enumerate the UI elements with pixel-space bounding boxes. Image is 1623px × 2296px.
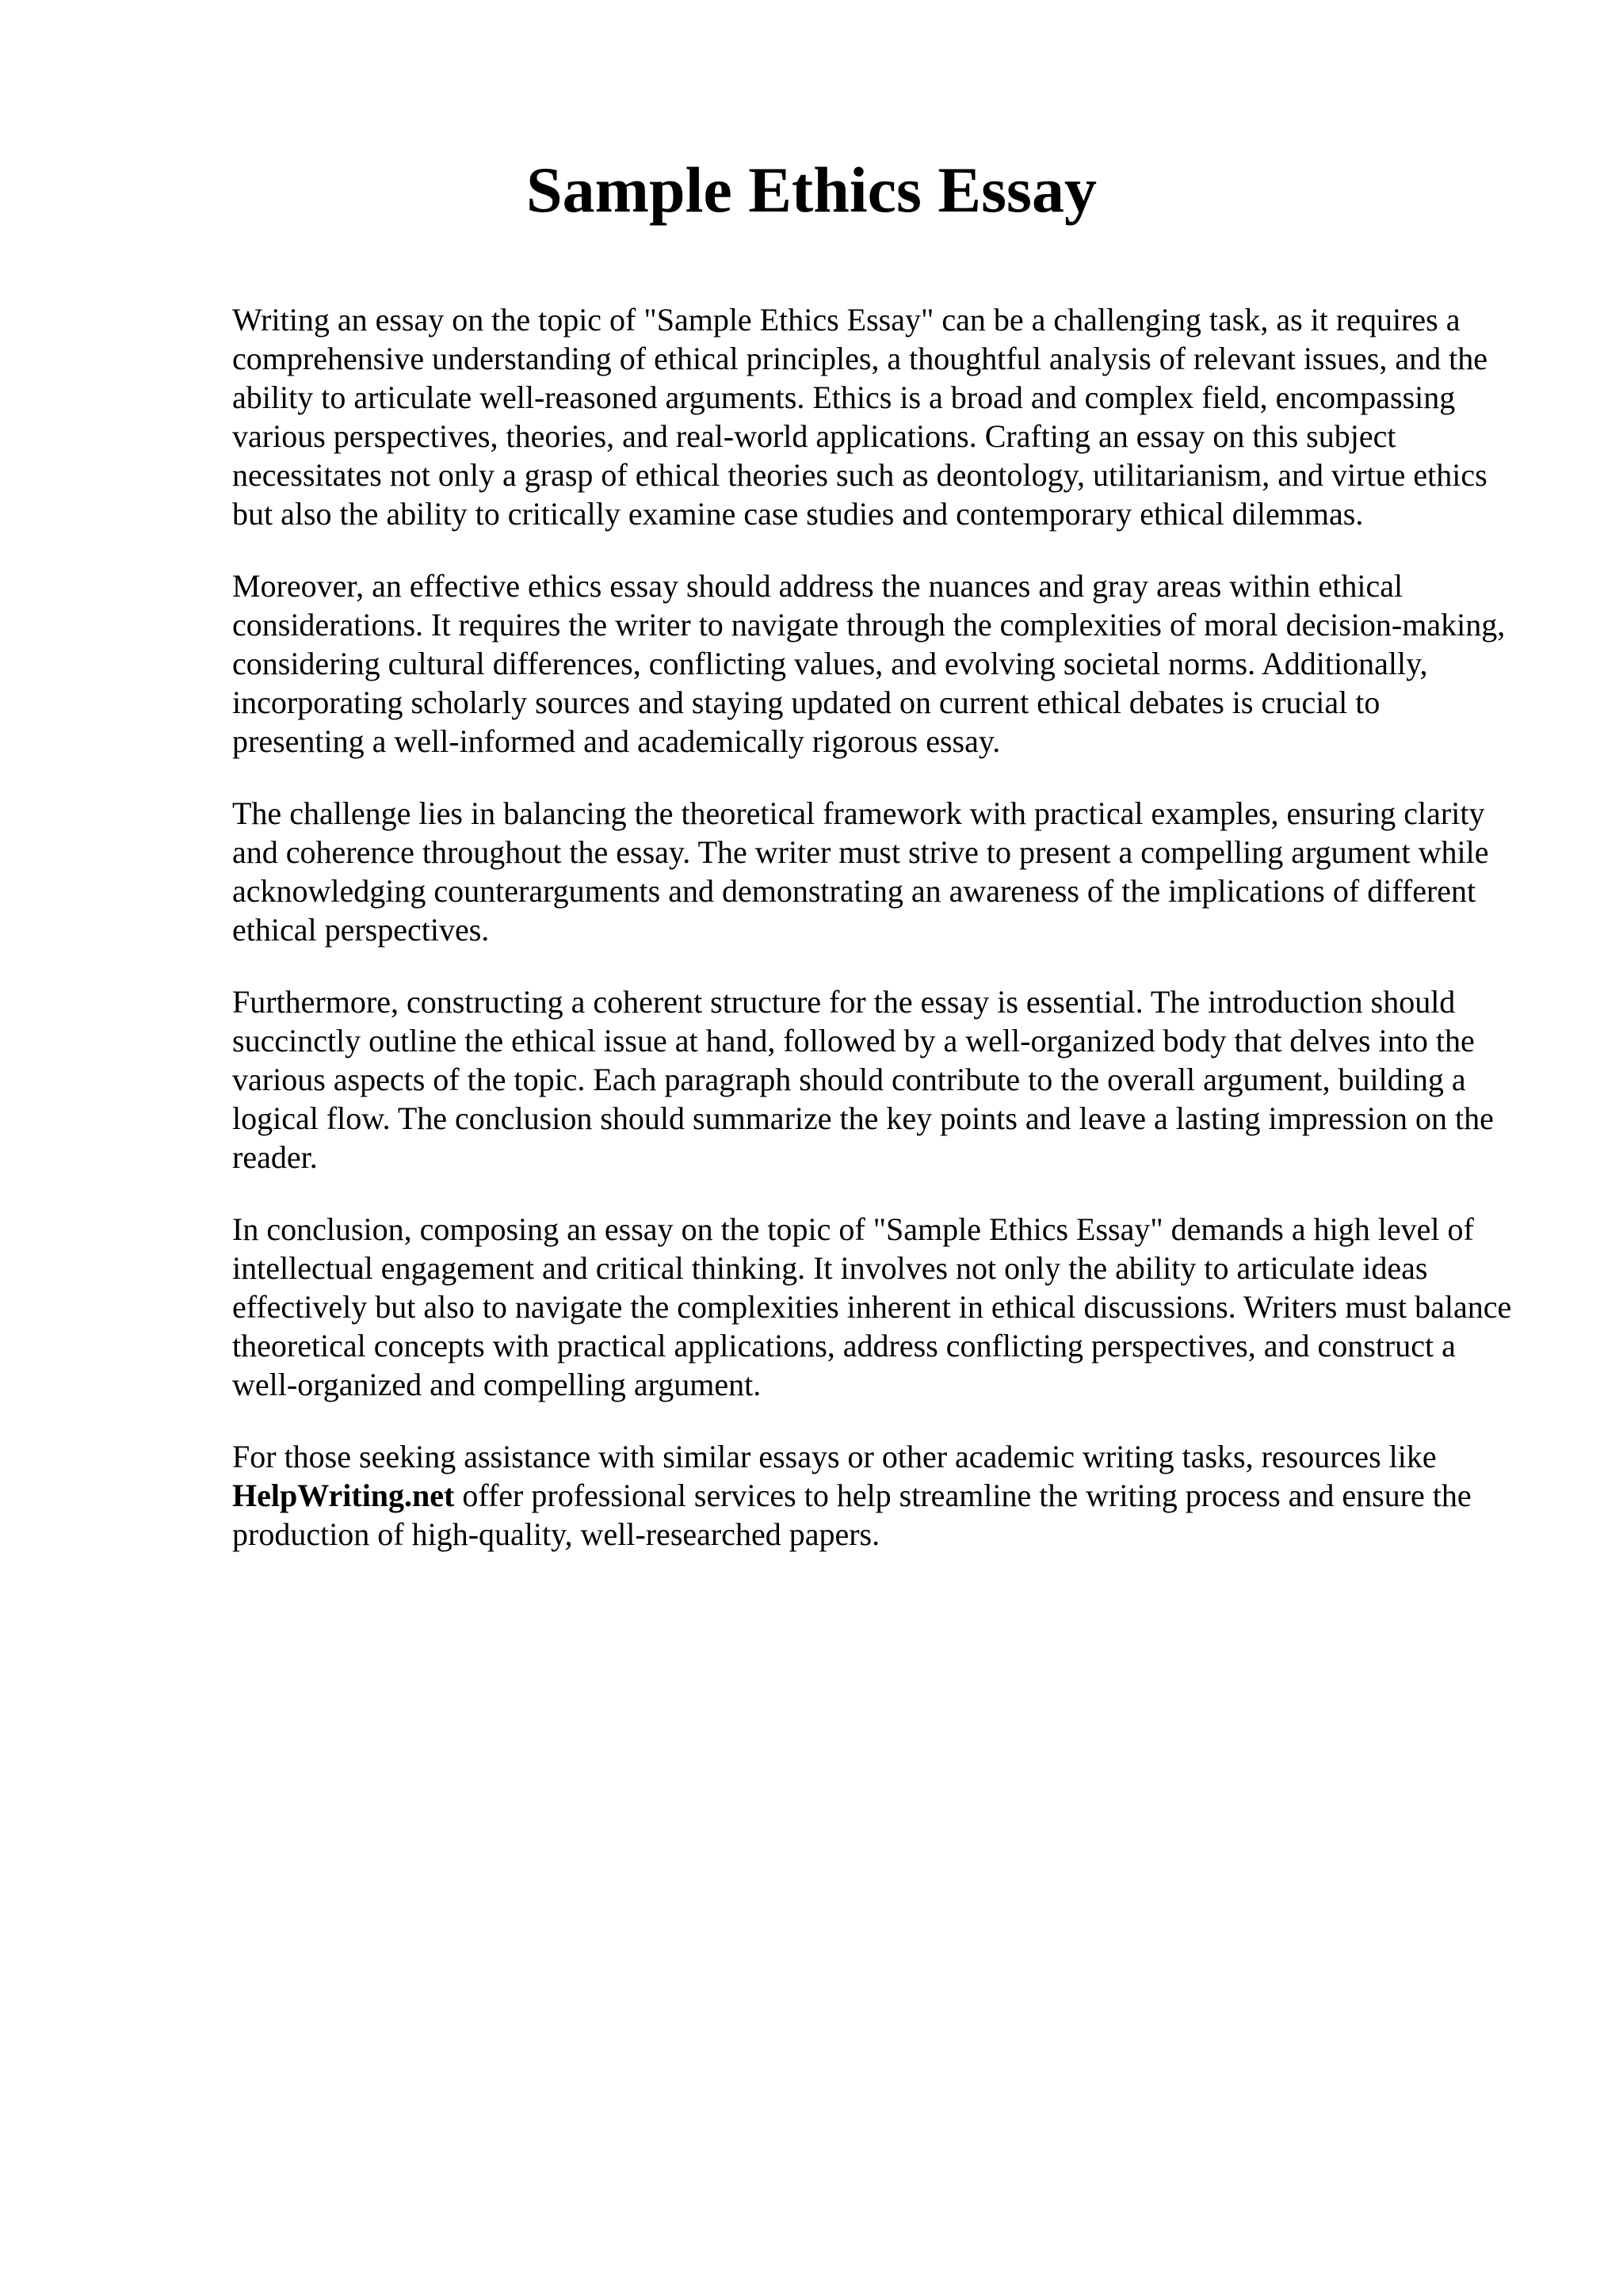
paragraph-3: The challenge lies in balancing the theoretical framework with practical examples, ensuring clarity and coherence throughout the essay. The writer must strive to present a compelling argument while acknowledging counterarguments and demonstrating an awareness of the implications of different ethical perspectives. — [232, 795, 1489, 948]
page-title: Sample Ethics Essay — [526, 154, 1097, 226]
paragraph-4: Furthermore, constructing a coherent structure for the essay is essential. The introduction should succinctly outline the ethical issue at hand, followed by a well-organized body that delves into the various aspects of the topic. Each paragraph should contribute to the overall argument, building a logical flow. The conclusion should summarize the key points and leave a lasting impression on the reader. — [232, 984, 1494, 1175]
paragraph-2: Moreover, an effective ethics essay should address the nuances and gray areas within ethical considerations. It requires the writer to navigate through the complexities of moral decision-making, considering cultural differences, conflicting values, and evolving societal norms. Additionally, incorporating scholarly sources and staying updated on current ethical debates is crucial to presenting a well-informed and academically rigorous essay. — [232, 568, 1506, 759]
closing-text-end: offer professional services to help streamline the writing process and ensure the production of high-quality, well-researched papers. — [232, 1478, 1472, 1552]
essay-body — [232, 300, 1516, 1587]
paragraph-5: In conclusion, composing an essay on the topic of "Sample Ethics Essay" demands a high level of intellectual engagement and critical thinking. It involves not only the ability to articulate ideas effectively but also to navigate the complexities inherent in ethical discussions. Writers must balance theoretical concepts with practical applications, address conflicting perspectives, and construct a well-organized and compelling argument. — [232, 1211, 1512, 1402]
closing-text-start: For those seeking assistance with similar essays or other academic writing tasks, resources like — [232, 1439, 1437, 1474]
closing-paragraph — [232, 1437, 1516, 1554]
brand-name: HelpWriting.net — [232, 1478, 455, 1513]
paragraph-1: Writing an essay on the topic of "Sample Ethics Essay" can be a challenging task, as it requires a comprehensive understanding of ethical principles, a thoughtful analysis of relevant issues, and the ability to articulate well-reasoned arguments. Ethics is a broad and complex field, encompassing various perspectives, theories, and real-world applications. Crafting an essay on this subject necessitates not only a grasp of ethical theories such as deontology, utilitarianism, and virtue ethics but also the ability to critically examine case studies and contemporary ethical dilemmas. — [232, 302, 1488, 532]
